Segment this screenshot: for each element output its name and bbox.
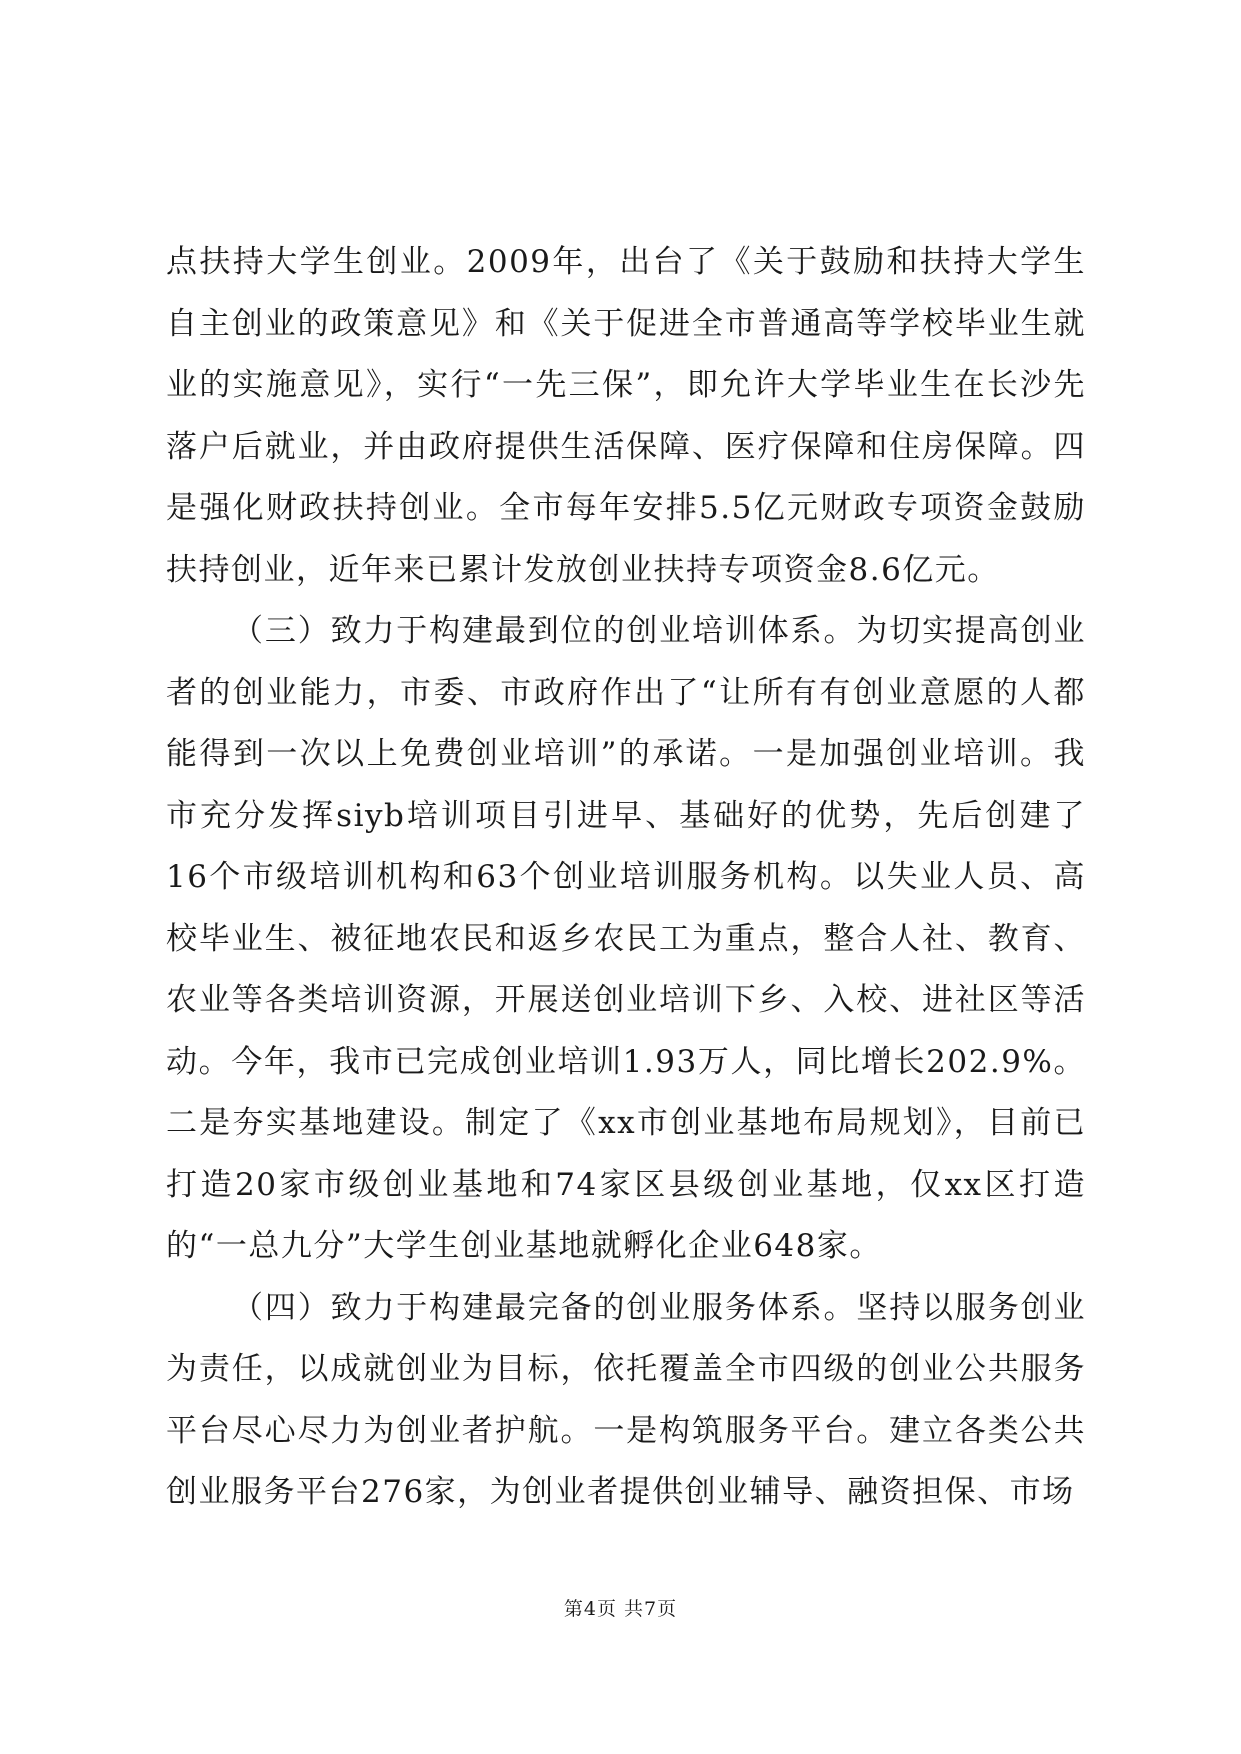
paragraph-1: 点扶持大学生创业。2009年，出台了《关于鼓励和扶持大学生自主创业的政策意见》和《关于促进全市普通高等学校毕业生就业的实施意见》，实行“一先三保”，即允许大学毕业生在长沙先落户后就业，并由政府提供生活保障、医疗保障和住房保障。四是强化财政扶持创业。全市每年安排5.5亿元财政专项资金鼓励扶持创业，近年来已累计发放创业扶持专项资金8.6亿元。 [166, 244, 1086, 588]
page-number-footer: 第4页 共7页 [563, 1598, 678, 1620]
paragraph-2: （三）致力于构建最到位的创业培训体系。为切实提高创业者的创业能力，市委、市政府作出了“让所有有创业意愿的人都能得到一次以上免费创业培训”的承诺。一是加强创业培训。我市充分发挥siyb培训项目引进早、基础好的优势，先后创建了16个市级培训机构和63个创业培训服务机构。以失业人员、高校毕业生、被征地农民和返乡农民工为重点，整合人社、教育、农业等各类培训资源，开展送创业培训下乡、入校、进社区等活动。今年，我市已完成创业培训1.93万人，同比增长202.9%。二是夯实基地建设。制定了《xx市创业基地布局规划》，目前已打造20家市级创业基地和74家区县级创业基地，仅xx区打造的“一总九分”大学生创业基地就孵化企业648家。 [166, 613, 1086, 1264]
body-text [166, 232, 1086, 1524]
paragraph-3: （四）致力于构建最完备的创业服务体系。坚持以服务创业为责任，以成就创业为目标，依托覆盖全市四级的创业公共服务平台尽心尽力为创业者护航。一是构筑服务平台。建立各类公共创业服务平台276家，为创业者提供创业辅导、融资担保、市场 [166, 1289, 1086, 1510]
